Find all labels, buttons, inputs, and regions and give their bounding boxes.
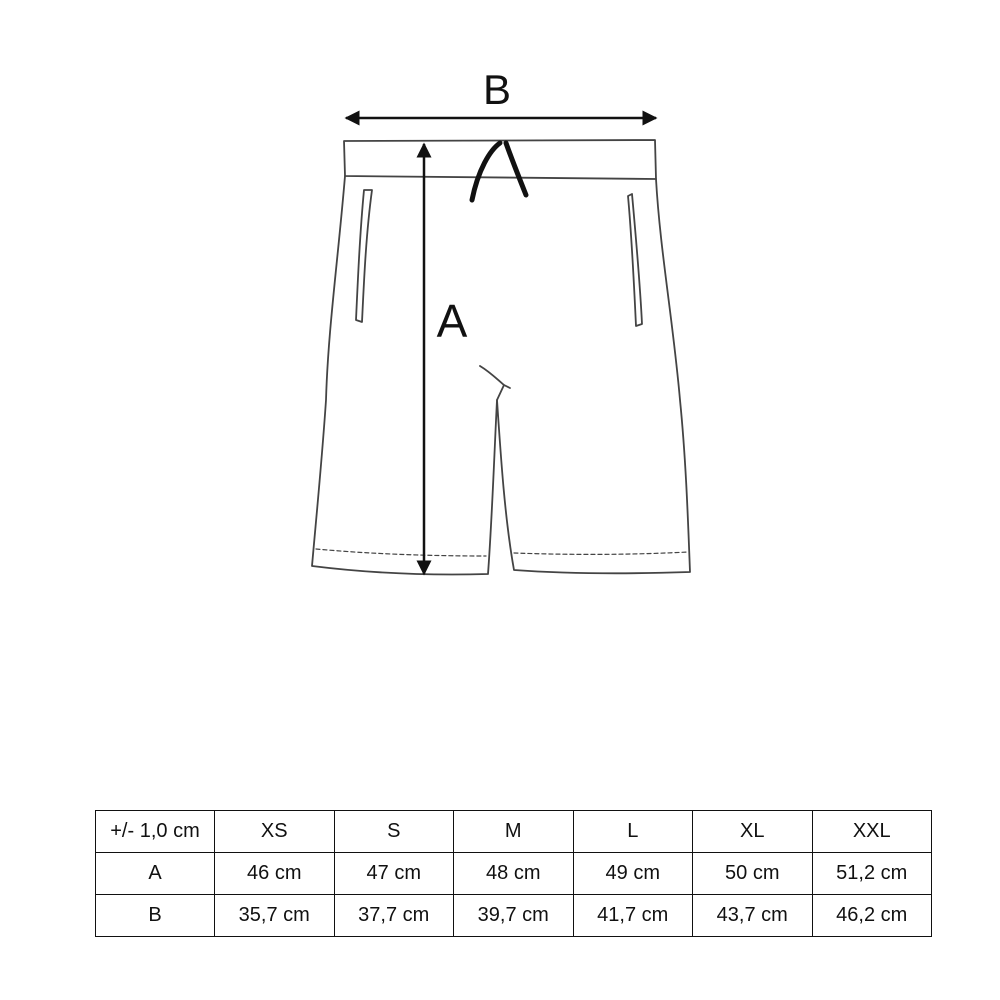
size-chart-table bbox=[95, 810, 932, 937]
table-cell: 41,7 cm bbox=[573, 895, 693, 937]
measurement-a-label: A bbox=[436, 295, 468, 347]
table-cell: 48 cm bbox=[454, 853, 574, 895]
table-cell: 37,7 cm bbox=[334, 895, 454, 937]
drawstring bbox=[472, 143, 526, 200]
right-pocket bbox=[628, 194, 642, 326]
shorts-outline bbox=[312, 176, 690, 575]
table-cell: 49 cm bbox=[573, 853, 693, 895]
table-cell: 46,2 cm bbox=[812, 895, 932, 937]
size-header: L bbox=[573, 811, 693, 853]
size-header: XXL bbox=[812, 811, 932, 853]
crotch-seam bbox=[480, 366, 510, 400]
table-cell: 50 cm bbox=[693, 853, 813, 895]
left-pocket bbox=[356, 190, 372, 322]
row-label: B bbox=[96, 895, 215, 937]
size-header-row bbox=[96, 811, 932, 853]
size-header: M bbox=[454, 811, 574, 853]
tolerance-label: +/- 1,0 cm bbox=[96, 811, 215, 853]
left-hem-stitch bbox=[316, 549, 486, 556]
table-row bbox=[96, 895, 932, 937]
shorts-illustration bbox=[312, 140, 690, 575]
right-hem-stitch bbox=[514, 552, 688, 554]
measurement-b-label: B bbox=[482, 66, 512, 113]
size-header: XL bbox=[693, 811, 813, 853]
size-header: XS bbox=[215, 811, 335, 853]
table-cell: 51,2 cm bbox=[812, 853, 932, 895]
table-cell: 35,7 cm bbox=[215, 895, 335, 937]
table-cell: 47 cm bbox=[334, 853, 454, 895]
table-cell: 43,7 cm bbox=[693, 895, 813, 937]
row-label: A bbox=[96, 853, 215, 895]
table-row bbox=[96, 853, 932, 895]
table-cell: 46 cm bbox=[215, 853, 335, 895]
size-header: S bbox=[334, 811, 454, 853]
table-cell: 39,7 cm bbox=[454, 895, 574, 937]
